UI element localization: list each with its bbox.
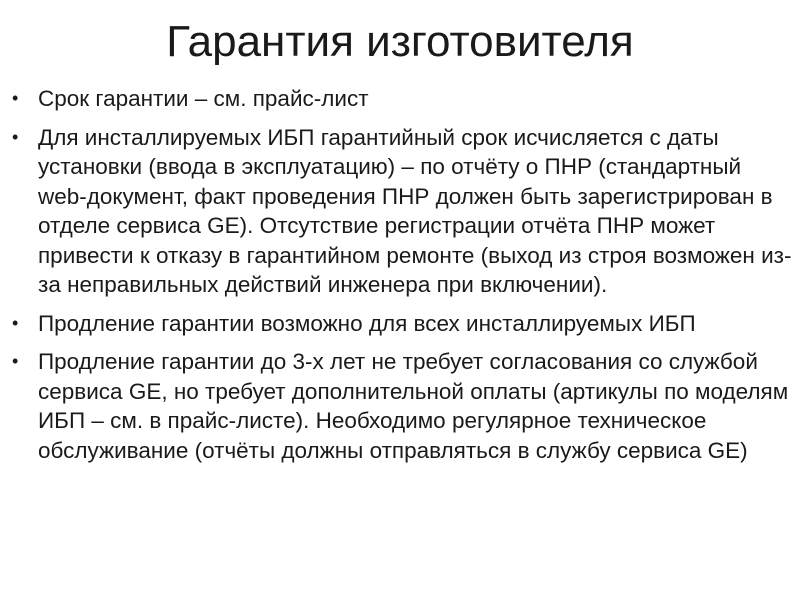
bullet-dot-icon: • [12, 126, 19, 147]
bullet-item [10, 347, 795, 465]
bullet-dot-icon: • [12, 351, 19, 371]
bullet-item [10, 309, 795, 339]
bullet-item [10, 123, 795, 300]
bullet-list [10, 84, 795, 474]
bullet-text: Продление гарантии до 3-х лет не требует согласования со службой сервиса GE, но требует дополнительной оплаты (артикулы по моделям ИБП – см. в прайс-листе). Необходимо регулярное техническое обслуживание (отчёты должны отправляться в службу сервиса GE) [38, 349, 789, 463]
bullet-text: Продление гарантии возможно для всех инсталлируемых ИБП [38, 310, 696, 336]
bullet-dot-icon: • [12, 312, 19, 333]
bullet-dot-icon: • [12, 88, 19, 108]
bullet-item [10, 84, 795, 114]
bullet-text: Для инсталлируемых ИБП гарантийный срок исчисляется с даты установки (ввода в эксплуатацию) – по отчёту о ПНР (стандартный web-документ, факт проведения ПНР должен быть зарегистрирован в отделе сервиса GE). Отсутствие регистрации отчёта ПНР может привести к отказу в гарантийном ремонте (выход из строя возможен из-за неправильных действий инженера при включении). [38, 124, 792, 297]
bullet-text: Срок гарантии – см. прайс-лист [38, 86, 369, 111]
slide-title: Гарантия изготовителя [166, 17, 634, 66]
